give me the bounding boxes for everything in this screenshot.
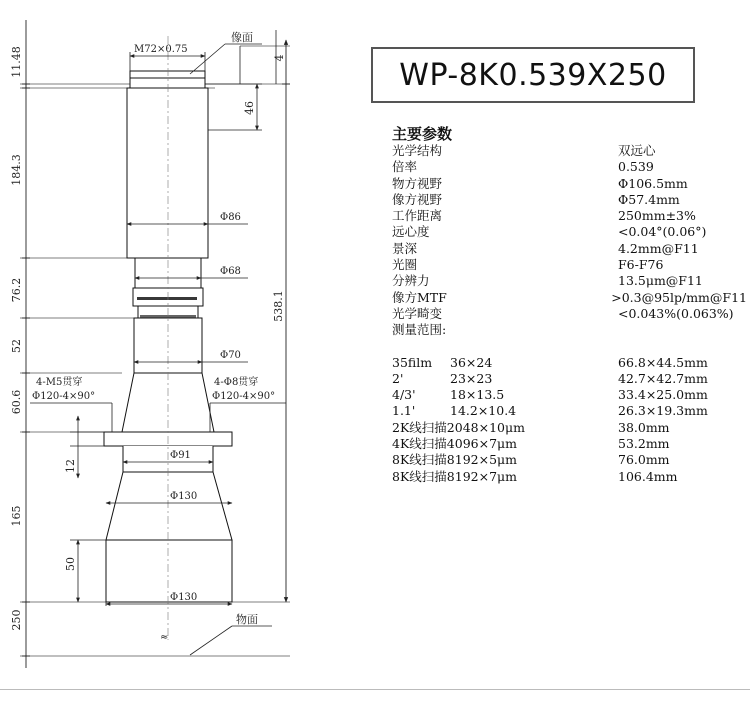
measure-table xyxy=(392,355,747,485)
measure-size: 14.2×10.4 xyxy=(450,403,517,419)
lens-drawing xyxy=(0,0,360,702)
measure-name: 8K线扫描8192×5μm xyxy=(392,452,518,468)
spec-row xyxy=(392,176,747,192)
dim-12: 12 xyxy=(64,459,77,473)
spec-row xyxy=(392,306,747,322)
measure-row xyxy=(392,420,747,436)
measure-row xyxy=(392,387,747,403)
dim-52: 52 xyxy=(10,339,23,353)
spec-row xyxy=(392,143,747,159)
dim-76-2: 76.2 xyxy=(10,277,23,303)
spec-row xyxy=(392,224,747,240)
measure-value: 33.4×25.0mm xyxy=(618,387,708,403)
measure-range-label xyxy=(392,322,747,338)
spec-value: 4.2mm@F11 xyxy=(618,240,699,256)
measure-value: 53.2mm xyxy=(618,436,670,452)
measure-size: 23×23 xyxy=(450,370,493,386)
measure-row xyxy=(392,355,747,371)
measure-value: 38.0mm xyxy=(618,419,670,435)
measure-name: 4K线扫描4096×7μm xyxy=(392,436,518,452)
dim-50: 50 xyxy=(64,557,77,571)
spec-key: 分辨力 xyxy=(392,273,430,289)
dim-46: 46 xyxy=(243,101,256,115)
measure-label: 测量范围: xyxy=(392,322,447,338)
spec-panel xyxy=(392,125,747,485)
measure-name: 1.1' xyxy=(392,403,416,419)
diameter-91: Φ91 xyxy=(170,450,191,461)
spec-key: 远心度 xyxy=(392,224,430,240)
left-hole-pcd: Φ120-4×90° xyxy=(32,391,96,402)
spec-value: 13.5μm@F11 xyxy=(618,273,703,289)
object-plane-label: 物面 xyxy=(236,613,258,626)
left-hole-note: 4-M5贯穿 xyxy=(36,377,83,388)
measure-value: 66.8×44.5mm xyxy=(618,354,708,370)
measure-name: 8K线扫描8192×7μm xyxy=(392,468,518,484)
dim-165: 165 xyxy=(10,505,23,527)
spec-row xyxy=(392,290,747,306)
dim-4: 4 xyxy=(273,54,286,62)
measure-row xyxy=(392,371,747,387)
measure-size: 18×13.5 xyxy=(450,387,505,403)
diameter-68: Φ68 xyxy=(220,266,241,277)
dim-250: 250 xyxy=(10,609,23,631)
spec-value: <0.043%(0.063%) xyxy=(618,305,734,321)
measure-name: 35film xyxy=(392,354,433,370)
spec-key: 光圈 xyxy=(392,257,418,273)
spec-value: F6-F76 xyxy=(618,257,664,273)
measure-row xyxy=(392,403,747,419)
spec-value: >0.3@95lp/mm@F11 xyxy=(611,289,747,305)
diameter-70: Φ70 xyxy=(220,350,241,361)
measure-value: 26.3×19.3mm xyxy=(618,403,708,419)
spec-key: 像方视野 xyxy=(392,191,443,207)
spec-value: Φ106.5mm xyxy=(618,175,688,191)
spec-key: 物方视野 xyxy=(392,175,443,191)
spec-key: 光学结构 xyxy=(392,143,443,158)
spec-row xyxy=(392,257,747,273)
dim-11-48: 11.48 xyxy=(10,46,23,78)
spec-value: 0.539 xyxy=(618,159,654,175)
dim-184-3: 184.3 xyxy=(10,154,23,186)
measure-name: 2' xyxy=(392,370,404,386)
spec-key: 光学畸变 xyxy=(392,305,443,321)
thread-label: M72×0.75 xyxy=(134,44,188,55)
image-plane-label: 像面 xyxy=(231,31,253,44)
model-title-box xyxy=(371,47,695,103)
diameter-130-mid: Φ130 xyxy=(170,491,198,502)
measure-name: 2K线扫描2048×10μm xyxy=(392,419,525,435)
dim-60-6: 60.6 xyxy=(10,389,23,415)
spec-row xyxy=(392,159,747,175)
spec-row xyxy=(392,273,747,289)
spec-value: <0.04°(0.06°) xyxy=(618,224,707,240)
measure-row xyxy=(392,469,747,485)
break-mark: ≈ xyxy=(160,632,169,643)
diameter-130-bottom: Φ130 xyxy=(170,592,198,603)
measure-size: 36×24 xyxy=(450,354,493,370)
spec-key: 倍率 xyxy=(392,159,418,175)
right-hole-pcd: Φ120-4×90° xyxy=(212,391,276,402)
spec-key: 工作距离 xyxy=(392,208,443,224)
model-title: WP-8K0.539X250 xyxy=(399,57,667,93)
measure-row xyxy=(392,436,747,452)
spec-row xyxy=(392,192,747,208)
spec-key: 像方MTF xyxy=(392,289,447,305)
measure-row xyxy=(392,452,747,468)
measure-value: 42.7×42.7mm xyxy=(618,370,708,386)
measure-name: 4/3' xyxy=(392,387,416,403)
spec-value: 双远心 xyxy=(618,143,656,158)
bottom-divider xyxy=(0,689,750,690)
spec-key: 景深 xyxy=(392,240,418,256)
spec-value: Φ57.4mm xyxy=(618,191,680,207)
measure-value: 76.0mm xyxy=(618,452,670,468)
spec-heading: 主要参数 xyxy=(392,125,453,143)
dim-538-1: 538.1 xyxy=(272,290,285,322)
diameter-86: Φ86 xyxy=(220,212,241,223)
spec-row xyxy=(392,241,747,257)
right-hole-note: 4-Φ8贯穿 xyxy=(214,377,259,388)
spec-row xyxy=(392,208,747,224)
spec-value: 250mm±3% xyxy=(618,208,696,224)
measure-value: 106.4mm xyxy=(618,468,678,484)
